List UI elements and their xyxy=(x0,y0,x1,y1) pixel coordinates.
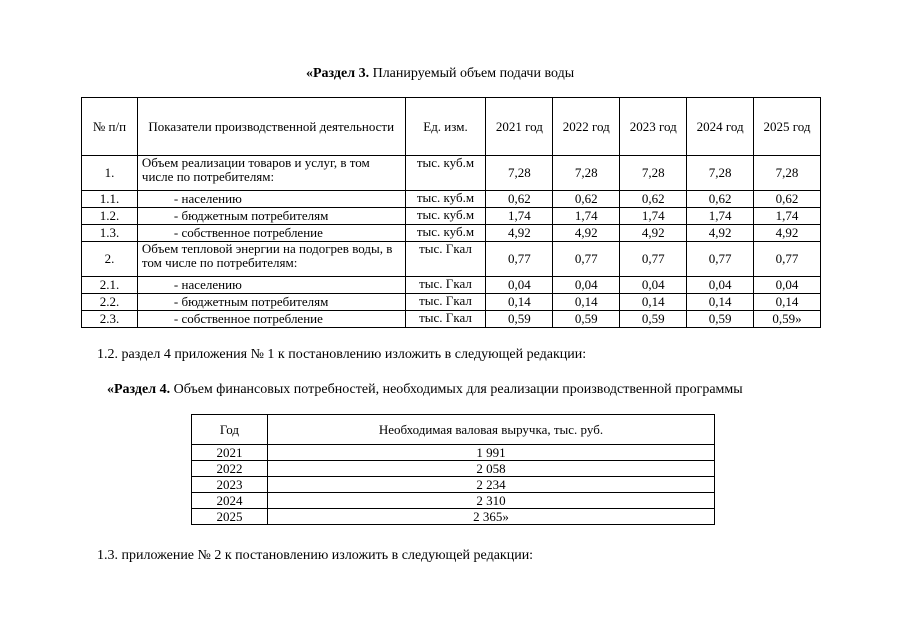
unit-cell: тыс. Гкал xyxy=(405,277,486,294)
revenue-cell: 2 058 xyxy=(267,461,714,477)
water-supply-table-body xyxy=(82,156,821,328)
section-4-label: «Раздел 4. xyxy=(107,382,171,397)
header-cell: Ед. изм. xyxy=(405,98,486,156)
water-supply-table xyxy=(81,97,821,328)
unit-cell: тыс. куб.м xyxy=(405,156,486,191)
revenue-cell: 2 234 xyxy=(267,477,714,493)
year-cell: 2023 xyxy=(192,477,268,493)
row-number-cell: 2.2. xyxy=(82,294,138,311)
header-cell: 2022 год xyxy=(553,98,620,156)
indicator-cell: - бюджетным потребителям xyxy=(137,294,405,311)
value-cell: 4,92 xyxy=(486,225,553,242)
table-row xyxy=(82,156,821,191)
unit-cell: тыс. Гкал xyxy=(405,294,486,311)
value-cell: 7,28 xyxy=(620,156,687,191)
row-number-cell: 1.1. xyxy=(82,191,138,208)
value-cell: 0,62 xyxy=(687,191,754,208)
year-cell: 2022 xyxy=(192,461,268,477)
value-cell: 0,59 xyxy=(620,311,687,328)
row-number-cell: 1. xyxy=(82,156,138,191)
value-cell: 7,28 xyxy=(754,156,821,191)
table-row xyxy=(192,509,715,525)
row-number-cell: 2.1. xyxy=(82,277,138,294)
value-cell: 0,04 xyxy=(754,277,821,294)
value-cell: 0,04 xyxy=(486,277,553,294)
value-cell: 0,77 xyxy=(486,242,553,277)
year-cell: 2025 xyxy=(192,509,268,525)
header-cell: Год xyxy=(192,415,268,445)
value-cell: 0,59 xyxy=(553,311,620,328)
unit-cell: тыс. Гкал xyxy=(405,311,486,328)
value-cell: 7,28 xyxy=(553,156,620,191)
indicator-cell: - собственное потребление xyxy=(137,311,405,328)
header-cell: 2024 год xyxy=(687,98,754,156)
value-cell: 0,59» xyxy=(754,311,821,328)
indicator-cell: Объем тепловой энергии на подогрев воды, в том числе по потребителям: xyxy=(137,242,405,277)
value-cell: 0,62 xyxy=(486,191,553,208)
row-number-cell: 1.3. xyxy=(82,225,138,242)
row-number-cell: 2. xyxy=(82,242,138,277)
value-cell: 0,77 xyxy=(687,242,754,277)
revenue-cell: 2 310 xyxy=(267,493,714,509)
value-cell: 0,62 xyxy=(553,191,620,208)
header-cell: Показатели производственной деятельности xyxy=(137,98,405,156)
table-header-row xyxy=(192,415,715,445)
indicator-cell: - населению xyxy=(137,191,405,208)
unit-cell: тыс. куб.м xyxy=(405,208,486,225)
table-row xyxy=(82,208,821,225)
header-cell: 2023 год xyxy=(620,98,687,156)
year-cell: 2021 xyxy=(192,445,268,461)
value-cell: 4,92 xyxy=(754,225,821,242)
section-4-title: Объем финансовых потребностей, необходимых для реализации производственной программы xyxy=(170,382,743,397)
table-row xyxy=(82,242,821,277)
value-cell: 0,04 xyxy=(553,277,620,294)
table-row xyxy=(192,461,715,477)
unit-cell: тыс. куб.м xyxy=(405,191,486,208)
header-cell: 2021 год xyxy=(486,98,553,156)
value-cell: 4,92 xyxy=(620,225,687,242)
table-row xyxy=(82,191,821,208)
header-cell: Необходимая валовая выручка, тыс. руб. xyxy=(267,415,714,445)
indicator-cell: - населению xyxy=(137,277,405,294)
paragraph-1-2: 1.2. раздел 4 приложения № 1 к постановлению изложить в следующей редакции: xyxy=(97,347,587,362)
value-cell: 1,74 xyxy=(620,208,687,225)
value-cell: 4,92 xyxy=(687,225,754,242)
year-cell: 2024 xyxy=(192,493,268,509)
revenue-cell: 2 365» xyxy=(267,509,714,525)
unit-cell: тыс. Гкал xyxy=(405,242,486,277)
value-cell: 0,14 xyxy=(553,294,620,311)
value-cell: 0,14 xyxy=(754,294,821,311)
table-row xyxy=(82,311,821,328)
value-cell: 0,04 xyxy=(620,277,687,294)
revenue-table xyxy=(191,414,715,525)
table-row xyxy=(82,277,821,294)
value-cell: 0,77 xyxy=(620,242,687,277)
value-cell: 0,77 xyxy=(553,242,620,277)
value-cell: 0,14 xyxy=(620,294,687,311)
section-3-label: «Раздел 3. xyxy=(306,66,370,81)
table-row xyxy=(192,477,715,493)
revenue-cell: 1 991 xyxy=(267,445,714,461)
value-cell: 0,62 xyxy=(754,191,821,208)
section-4-heading xyxy=(107,382,743,398)
unit-cell: тыс. куб.м xyxy=(405,225,486,242)
value-cell: 0,14 xyxy=(486,294,553,311)
value-cell: 0,59 xyxy=(687,311,754,328)
value-cell: 1,74 xyxy=(486,208,553,225)
section-3-title: Планируемый объем подачи воды xyxy=(369,66,575,81)
indicator-cell: Объем реализации товаров и услуг, в том числе по потребителям: xyxy=(137,156,405,191)
section-3-heading xyxy=(306,66,574,82)
revenue-table-body xyxy=(192,445,715,525)
value-cell: 0,62 xyxy=(620,191,687,208)
value-cell: 7,28 xyxy=(486,156,553,191)
header-cell: 2025 год xyxy=(754,98,821,156)
indicator-cell: - собственное потребление xyxy=(137,225,405,242)
value-cell: 1,74 xyxy=(553,208,620,225)
table-row xyxy=(192,493,715,509)
paragraph-1-3: 1.3. приложение № 2 к постановлению изложить в следующей редакции: xyxy=(97,548,534,563)
table-header-row xyxy=(82,98,821,156)
indicator-cell: - бюджетным потребителям xyxy=(137,208,405,225)
value-cell: 4,92 xyxy=(553,225,620,242)
value-cell: 0,04 xyxy=(687,277,754,294)
table-row xyxy=(82,294,821,311)
header-cell: № п/п xyxy=(82,98,138,156)
value-cell: 1,74 xyxy=(687,208,754,225)
value-cell: 0,59 xyxy=(486,311,553,328)
table-row xyxy=(192,445,715,461)
value-cell: 1,74 xyxy=(754,208,821,225)
value-cell: 7,28 xyxy=(687,156,754,191)
value-cell: 0,14 xyxy=(687,294,754,311)
row-number-cell: 2.3. xyxy=(82,311,138,328)
value-cell: 0,77 xyxy=(754,242,821,277)
table-row xyxy=(82,225,821,242)
row-number-cell: 1.2. xyxy=(82,208,138,225)
